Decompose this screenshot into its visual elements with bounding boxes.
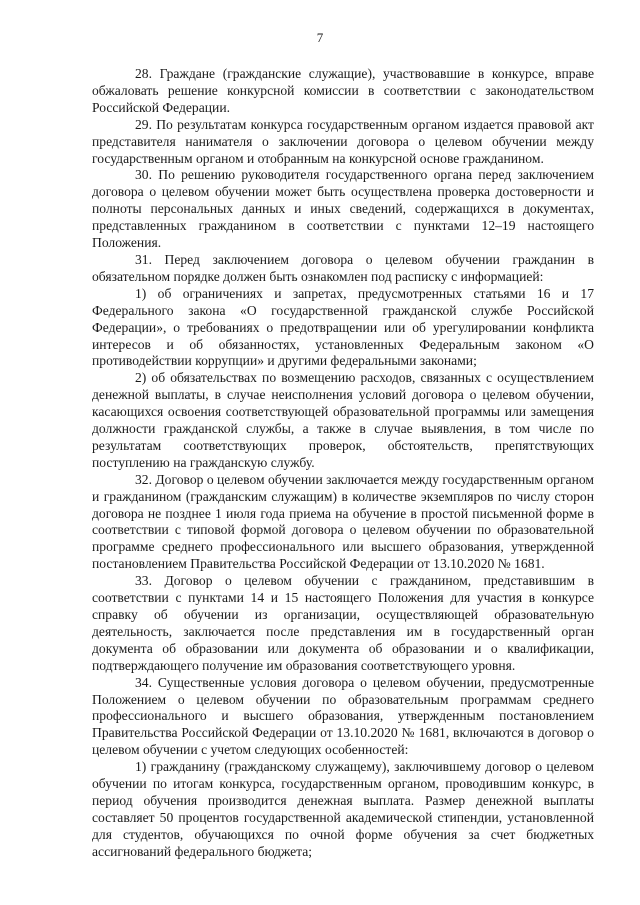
paragraph-30: 30. По решению руководителя государственного органа перед заключением договора о целевом обучении может быть осуществлена проверка достоверности и полноты персональных данных и иных сведений, содержащихся в документах, представленных гражданином в соответствии с пунктами 12–19 настоящего Положения. — [92, 167, 594, 251]
paragraph-31-item-2: 2) об обязательствах по возмещению расходов, связанных с осуществлением денежной выплаты, в случае неисполнения условий договора о целевом обучении, касающихся освоения соответствующей образовательной программы или замещения должности гражданской службы, а также в случае выявления, в том числе по результатам соответствующих проверок, обстоятельств, препятствующих поступлению на гражданскую службу. — [92, 370, 594, 470]
paragraph-29: 29. По результатам конкурса государственным органом издается правовой акт представителя нанимателя о заключении договора о целевом обучении между государственным органом и отобранным на конкурсной основе гражданином. — [92, 116, 594, 166]
paragraph-34-item-1: 1) гражданину (гражданскому служащему), заключившему договор о целевом обучении по итогам конкурса, государственным органом, проводившим конкурс, в период обучения производится денежная выплата. Размер денежной выплаты составляет 50 процентов государственной академической стипендии, установленной для студентов, обучающихся по очной форме обучения за счет бюджетных ассигнований федерального бюджета; — [92, 759, 594, 859]
paragraph-31: 31. Перед заключением договора о целевом обучении гражданин в обязательном порядке должен быть ознакомлен под расписку с информацией: — [92, 251, 594, 284]
paragraph-28: 28. Граждане (гражданские служащие), участвовавшие в конкурсе, вправе обжаловать решение конкурсной комиссии в соответствии с законодательством Российской Федерации. — [92, 66, 594, 115]
paragraph-34: 34. Существенные условия договора о целевом обучении, предусмотренные Положением о целевом обучении по образовательным программам среднего профессионального и высшего образования, утвержденным постановлением Правительства Российской Федерации от 13.10.2020 № 1681, включаются в договор о целевом обучении с учетом следующих особенностей: — [92, 674, 594, 758]
paragraph-33: 33. Договор о целевом обучении с гражданином, представившим в соответствии с пунктами 14 и 15 настоящего Положения для участия в конкурсе справку об обучении из организации, осуществляющей образовательную деятельность, заключается после представления им в государственный орган документа об образовании или документа об образовании и о квалификации, подтверждающего получение им образования соответствующего уровня. — [92, 573, 594, 673]
paragraph-31-item-1: 1) об ограничениях и запретах, предусмотренных статьями 16 и 17 Федерального закона «О государственной гражданской службе Российской Федерации», о требованиях о предотвращении или об урегулировании конфликта интересов и об обязанностях, установленных Федеральным законом «О противодействии коррупции» и другими федеральными законами; — [92, 285, 594, 369]
page-number: 7 — [316, 30, 324, 45]
paragraph-32: 32. Договор о целевом обучении заключается между государственным органом и гражданином (гражданским служащим) в количестве экземпляров по числу сторон договора не позднее 1 июля года приема на обучение в простой письменной форме в соответствии с типовой формой договора о целевом обучении по образовательной программе среднего профессионального или высшего образования, утвержденной постановлением Правительства Российской Федерации от 13.10.2020 № 1681. — [92, 471, 594, 572]
document-body — [92, 66, 594, 861]
